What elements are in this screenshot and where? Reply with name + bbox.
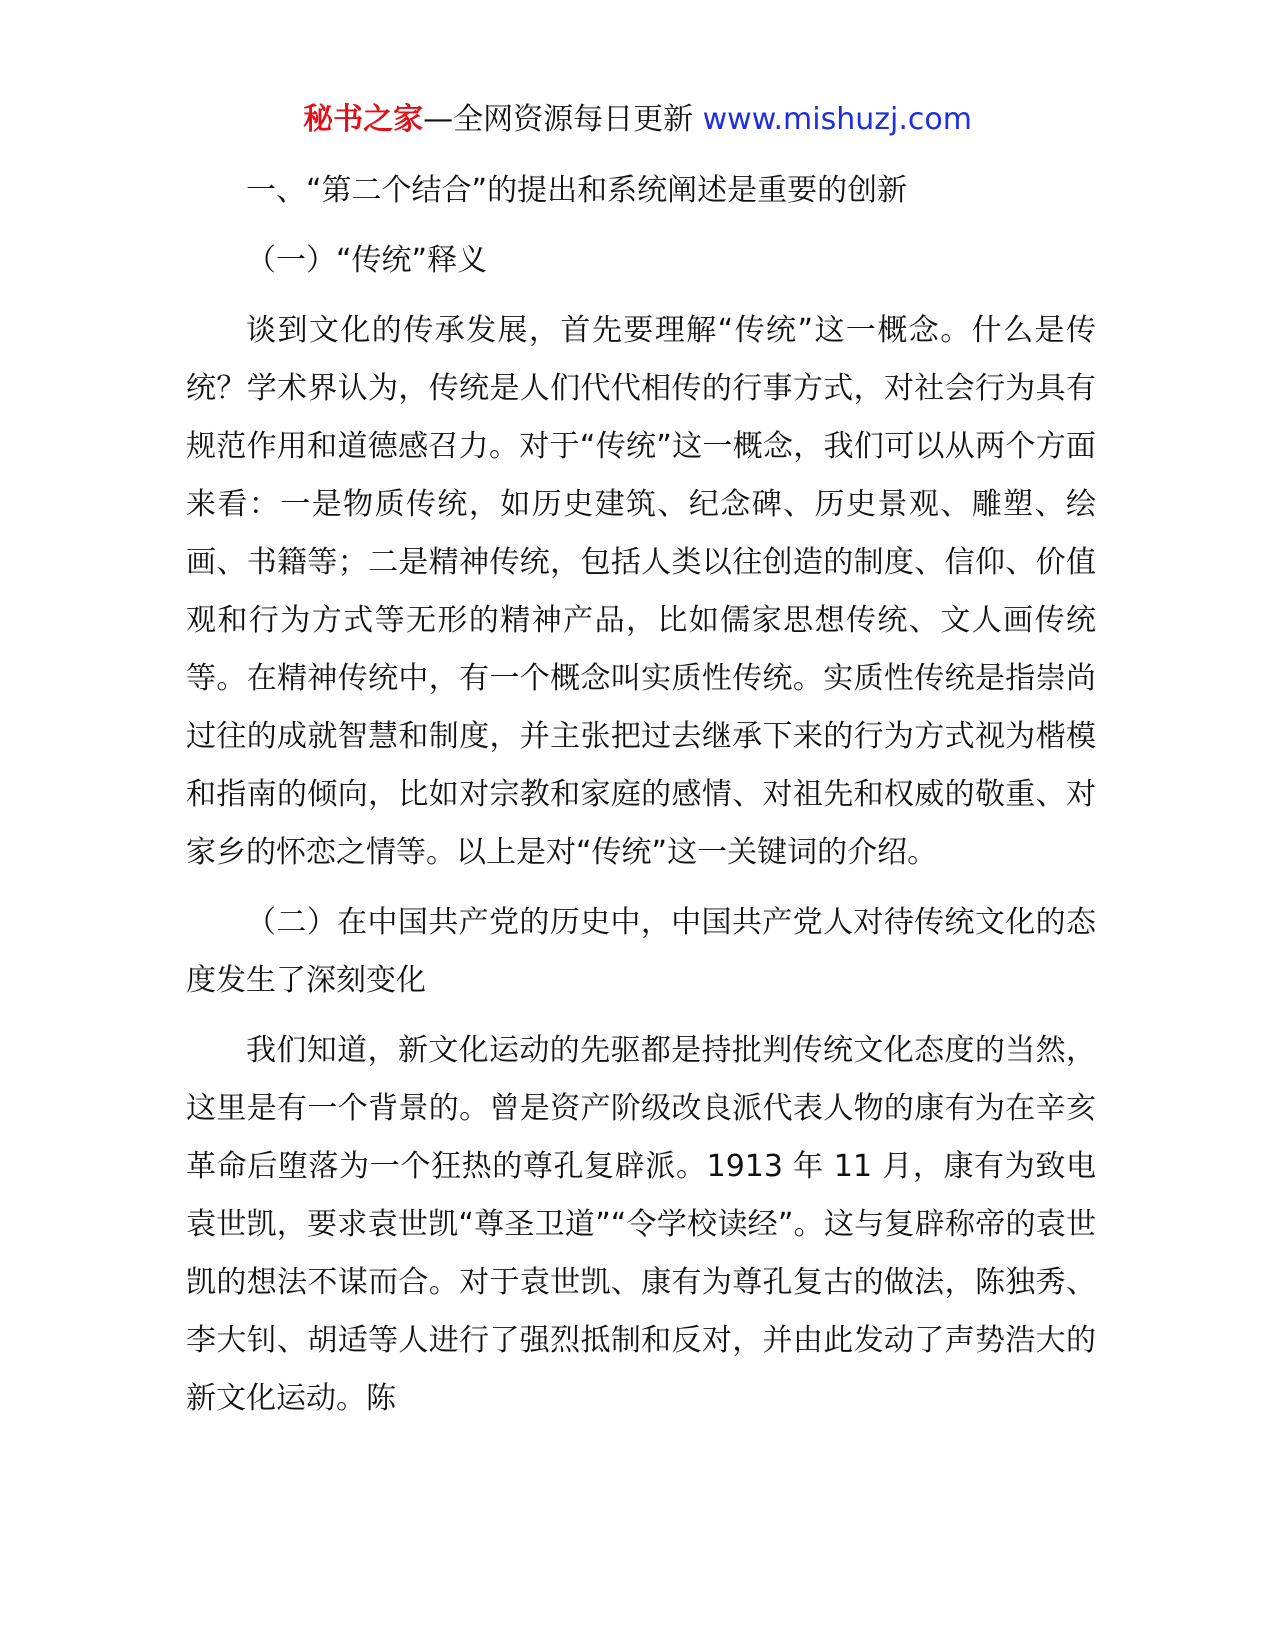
subsection-heading: （一）“传统”释义 [246,243,488,278]
document-body [186,162,1096,1440]
subsection-heading: （二）在中国共产党的历史中，中国共产党人对待传统文化的态度发生了深刻变化 [186,905,1096,998]
section-heading: 一、“第二个结合”的提出和系统阐述是重要的创新 [246,173,908,208]
body-paragraph: 谈到文化的传承发展，首先要理解“传统”这一概念。什么是传统？学术界认为，传统是人们代代相传的行事方式，对社会行为具有规范作用和道德感召力。对于“传统”这一概念，我们可以从两个方面来看：一是物质传统，如历史建筑、纪念碑、历史景观、雕塑、绘画、书籍等；二是精神传统，包括人类以往创造的制度、信仰、价值观和行为方式等无形的精神产品，比如儒家思想传统、文人画传统等。在精神传统中，有一个概念叫实质性传统。实质性传统是指崇尚过往的成就智慧和制度，并主张把过去继承下来的行为方式视为楷模和指南的倾向，比如对宗教和家庭的感情、对祖先和权威的敬重、对家乡的怀恋之情等。以上是对“传统”这一关键词的介绍。 [186,313,1096,870]
header-tagline: —全网资源每日更新 [423,102,703,137]
brand-name: 秘书之家 [303,102,424,137]
site-header [0,100,1275,140]
site-url-link[interactable]: www.mishuzj.com [702,102,972,137]
body-paragraph: 我们知道，新文化运动的先驱都是持批判传统文化态度的当然，这里是有一个背景的。曾是资产阶级改良派代表人物的康有为在辛亥革命后堕落为一个狂热的尊孔复辟派。1913 年 11 月，康有为致电袁世凯，要求袁世凯“尊圣卫道”“令学校读经”。这与复辟称帝的袁世凯的想法不谋而合。对于袁世凯、康有为尊孔复古的做法，陈独秀、李大钊、胡适等人进行了强烈抵制和反对，并由此发动了声势浩大的新文化运动。陈 [186,1033,1096,1416]
